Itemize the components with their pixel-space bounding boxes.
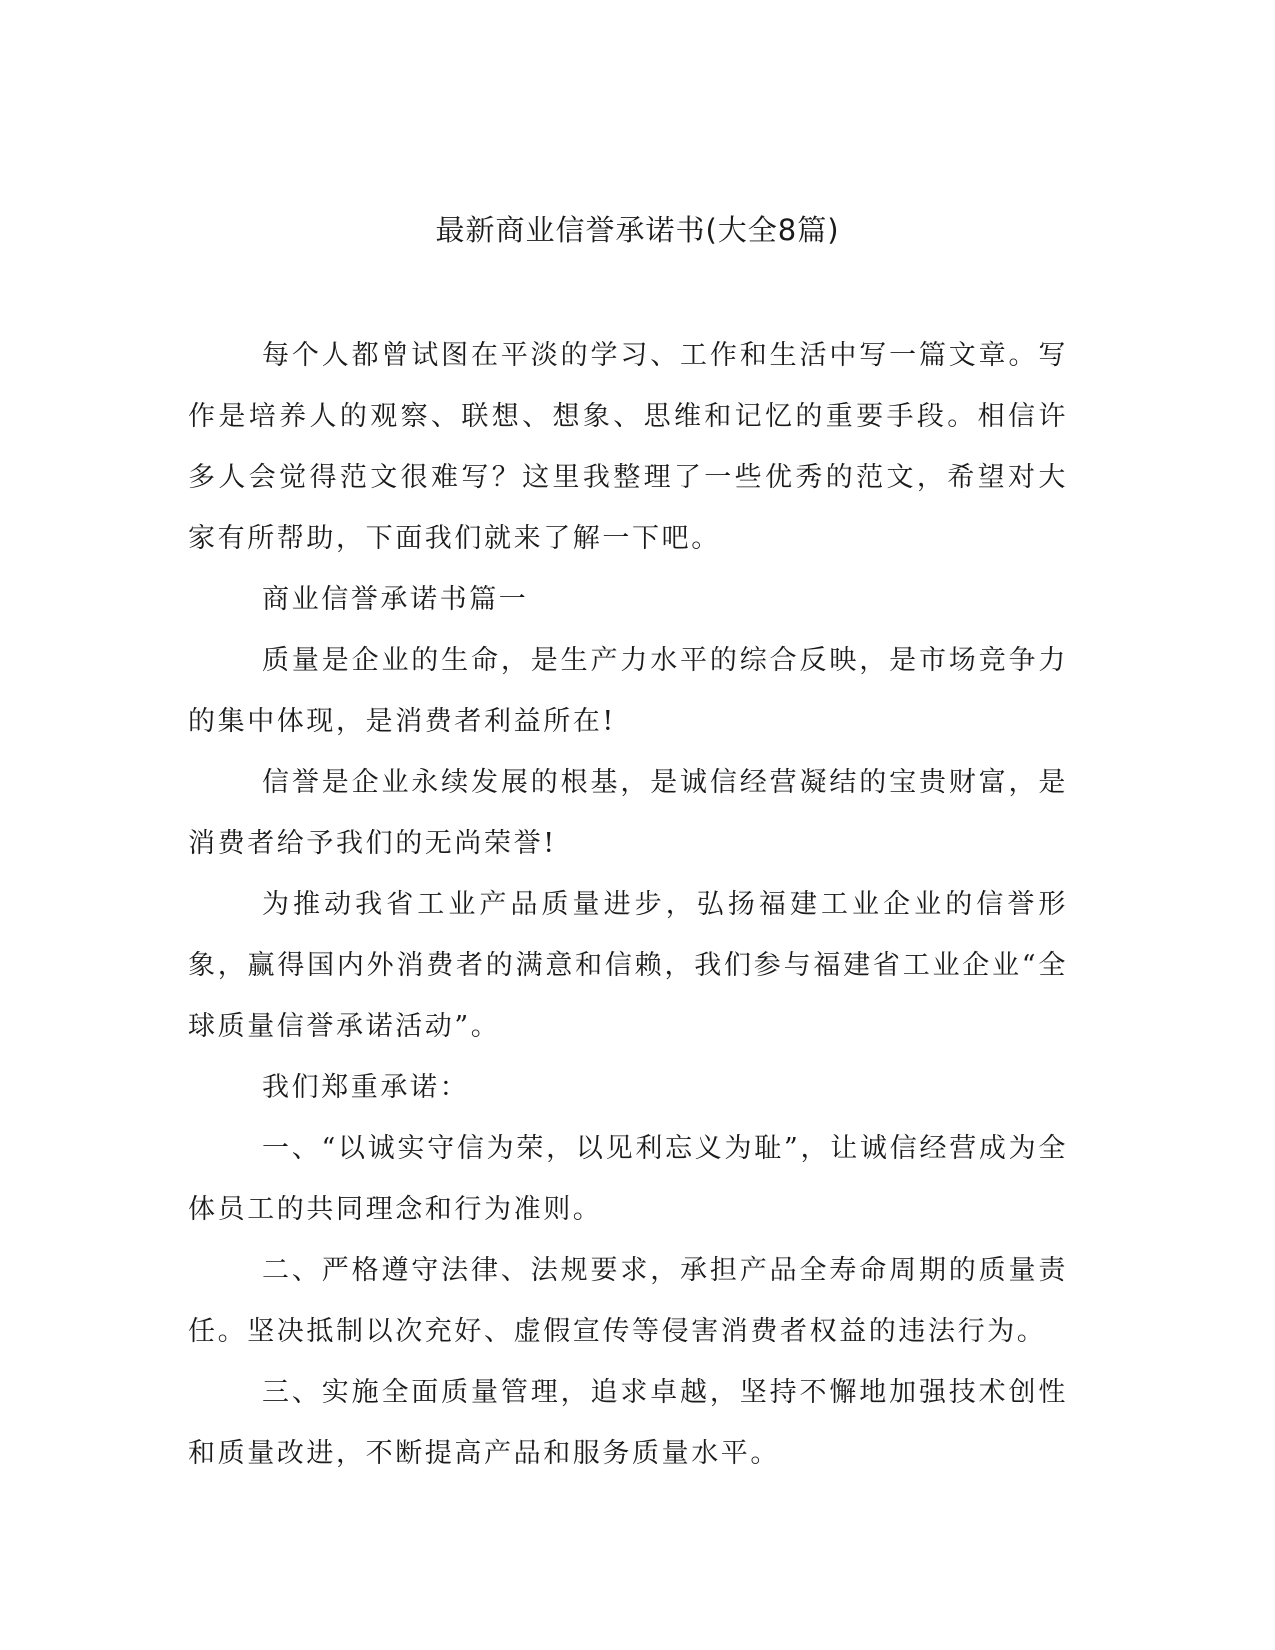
document-body: [188, 325, 1068, 1484]
paragraph-intro: 每个人都曾试图在平淡的学习、工作和生活中写一篇文章。写作是培养人的观察、联想、想象、思维和记忆的重要手段。相信许多人会觉得范文很难写？这里我整理了一些优秀的范文，希望对大家有所帮助，下面我们就来了解一下吧。: [188, 340, 1068, 554]
pledge-item-2: 二、严格遵守法律、法规要求，承担产品全寿命周期的质量责任。坚决抵制以次充好、虚假宣传等侵害消费者权益的违法行为。: [188, 1255, 1068, 1347]
document-title: 最新商业信誉承诺书(大全8篇): [435, 213, 840, 247]
pledge-item-1: 一、“以诚实守信为荣，以见利忘义为耻”，让诚信经营成为全体员工的共同理念和行为准则。: [188, 1133, 1068, 1225]
paragraph-activity: 为推动我省工业产品质量进步，弘扬福建工业企业的信誉形象，赢得国内外消费者的满意和信赖，我们参与福建省工业企业“全球质量信誉承诺活动”。: [188, 889, 1068, 1042]
section-heading: 商业信誉承诺书篇一: [262, 584, 529, 615]
paragraph-quality: 质量是企业的生命，是生产力水平的综合反映，是市场竞争力的集中体现，是消费者利益所在!: [188, 645, 1068, 737]
paragraph-reputation: 信誉是企业永续发展的根基，是诚信经营凝结的宝贵财富，是消费者给予我们的无尚荣誉!: [188, 767, 1068, 859]
paragraph-pledge-intro: 我们郑重承诺：: [262, 1072, 470, 1103]
pledge-item-3: 三、实施全面质量管理，追求卓越，坚持不懈地加强技术创性和质量改进，不断提高产品和服务质量水平。: [188, 1377, 1068, 1469]
